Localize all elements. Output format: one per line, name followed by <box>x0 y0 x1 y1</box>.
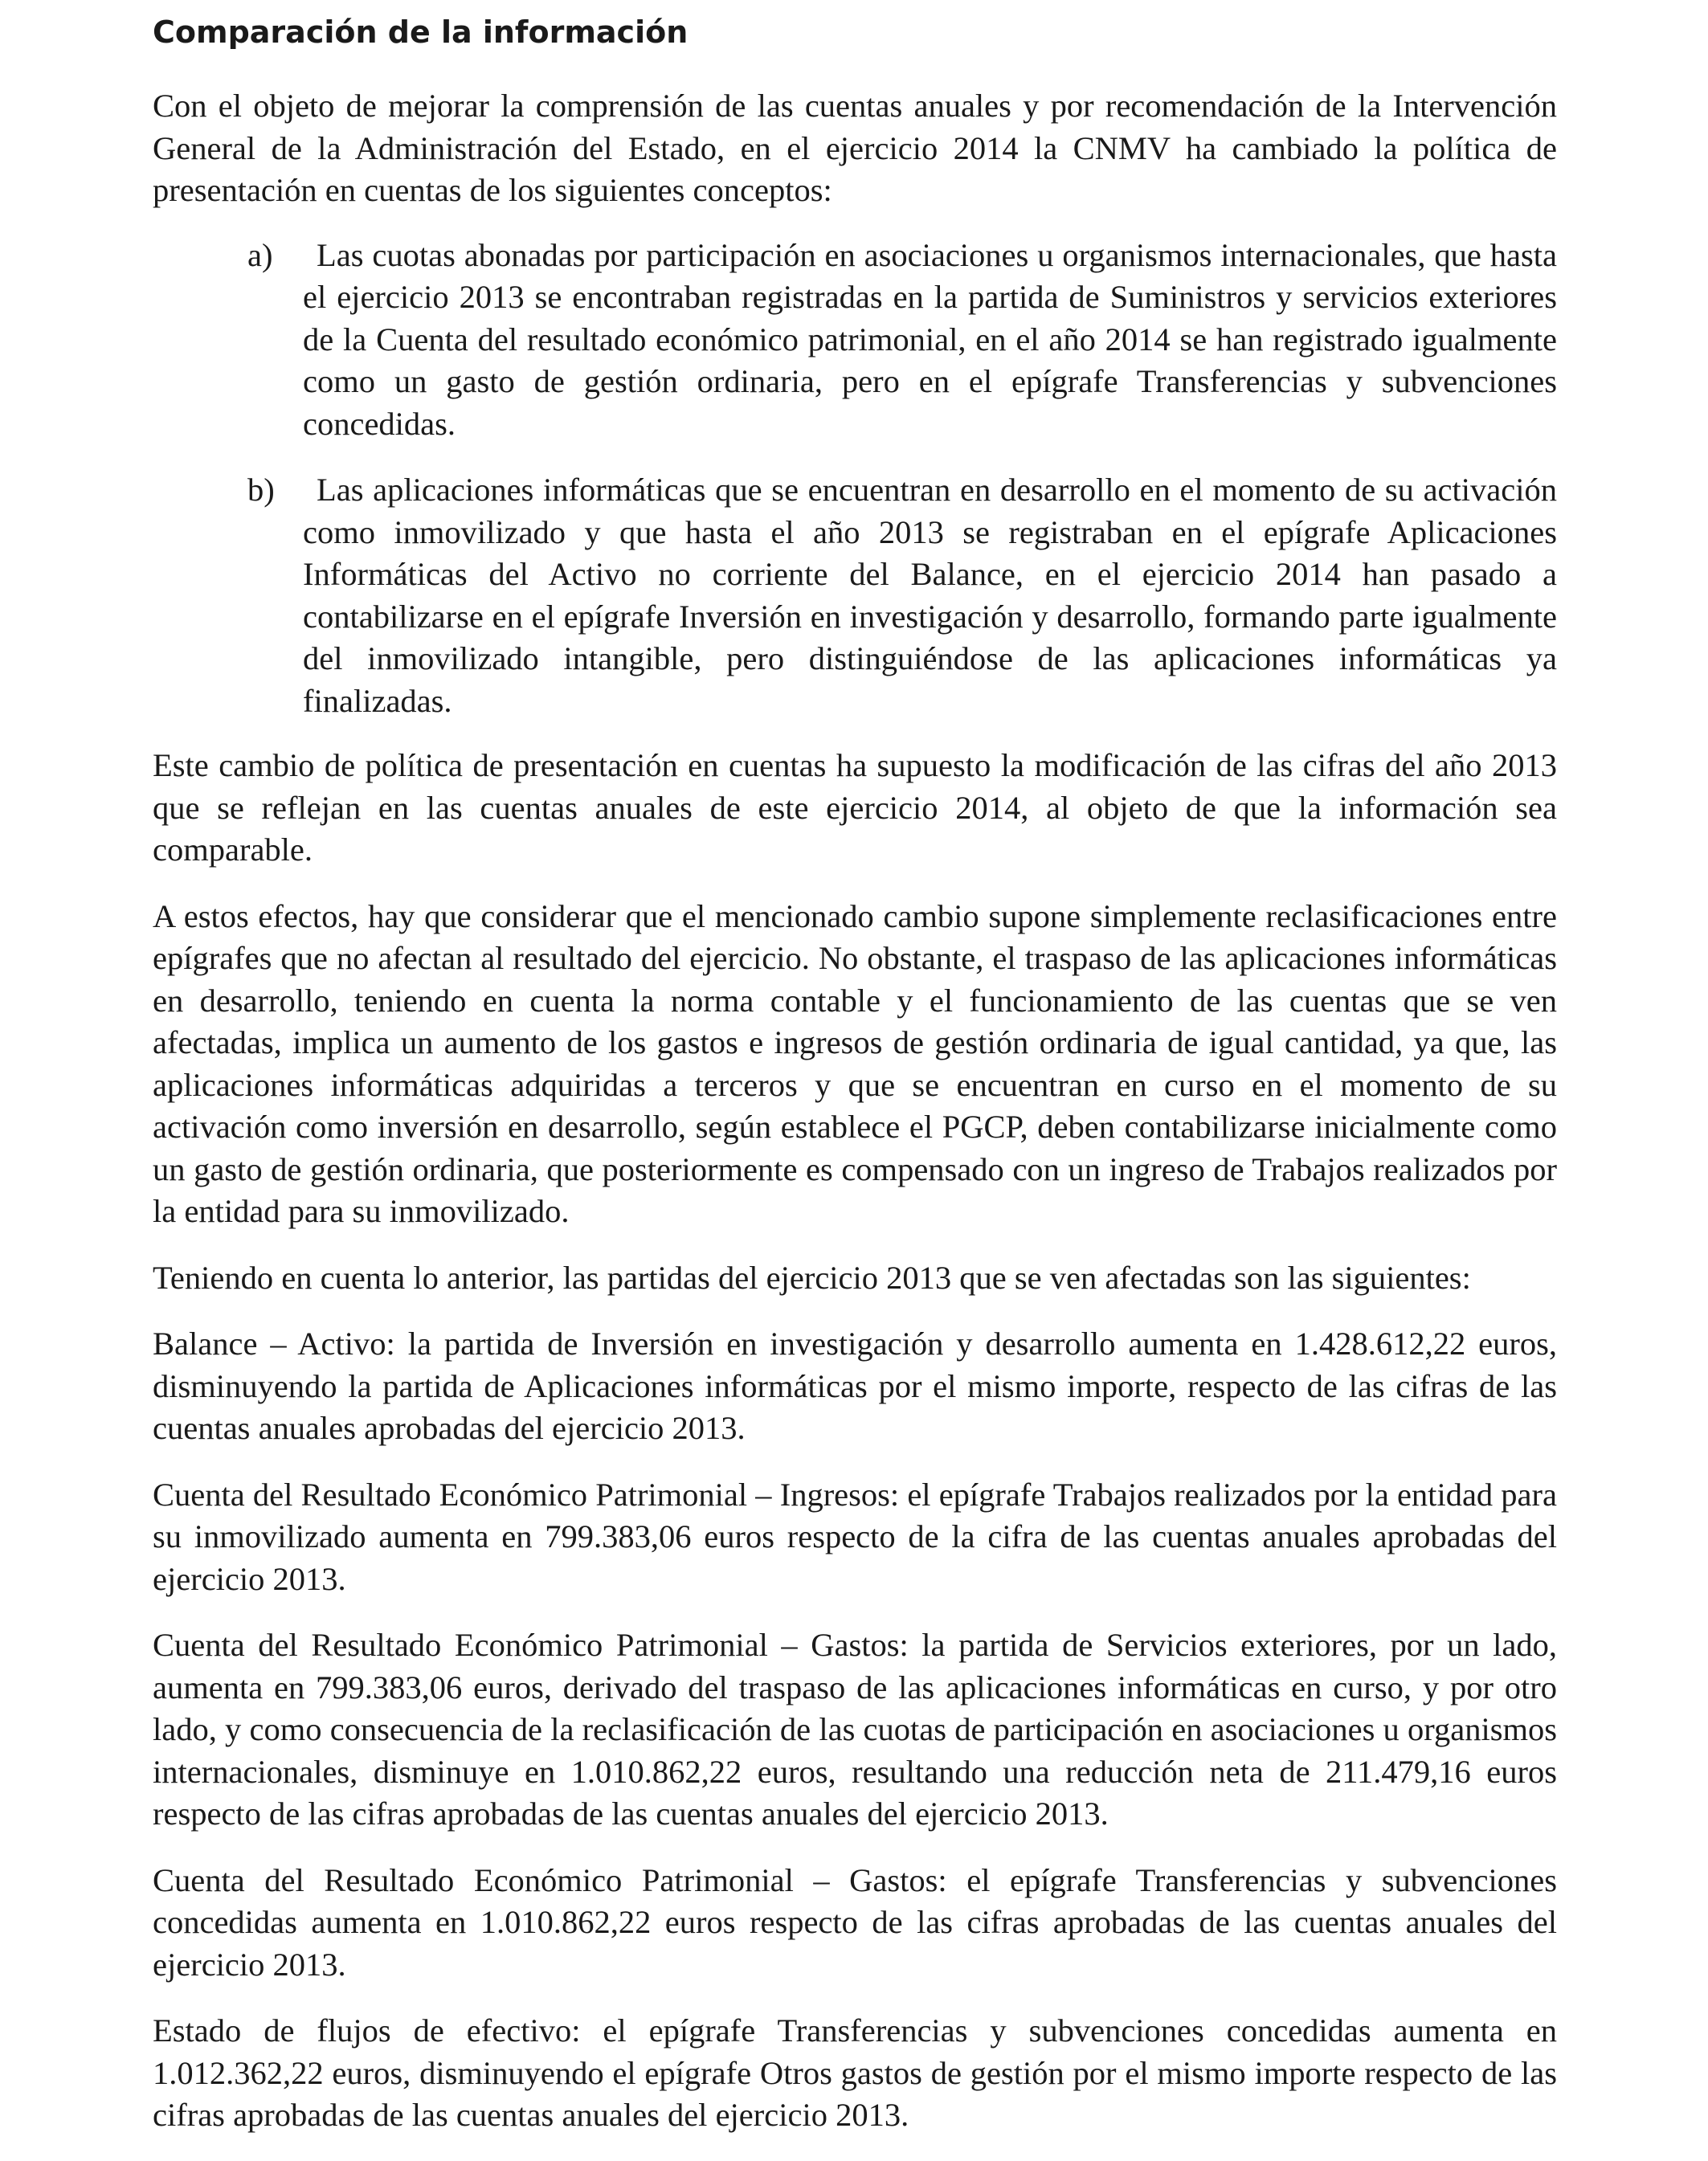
paragraph-reclassification: A estos efectos, hay que considerar que el mencionado cambio supone simplemente reclasificaciones entre epígrafes que no afectan al resultado del ejercicio. No obstante, el traspaso de las aplicaciones informáticas en desarrollo, teniendo en cuenta la norma contable y el funcionamiento de las cuentas que se ven afectadas, implica un aumento de los gastos e ingresos de gestión ordinaria de igual cantidad, ya que, las aplicaciones informáticas adquiridas a terceros y que se encuentran en curso en el momento de su activación como inversión en desarrollo, según establece el PGCP, deben contabilizarse inicialmente como un gasto de gestión ordinaria, que posteriormente es compensado con un ingreso de Trabajos realizados por la entidad para su inmovilizado. <box>153 897 1557 1229</box>
paragraph-balance-activo: Balance – Activo: la partida de Inversión en investigación y desarrollo aumenta en 1.428.612,22 euros, disminuyendo la partida de Aplicaciones informáticas por el mismo importe, respecto de las cifras de las cuentas anuales aprobadas del ejercicio 2013. <box>153 1326 1557 1446</box>
list-item-b <box>153 469 1557 722</box>
list-marker-b: b) <box>247 472 275 508</box>
paragraph-crep-ingresos: Cuenta del Resultado Económico Patrimonial – Ingresos: el epígrafe Trabajos realizados por la entidad para su inmovilizado aumenta en 799.383,06 euros respecto de la cifra de las cuentas anuales aprobadas del ejercicio 2013. <box>153 1476 1557 1597</box>
list-text-b: Las aplicaciones informáticas que se encuentran en desarrollo en el momento de su activación como inmovilizado y que hasta el año 2013 se registraban en el epígrafe Aplicaciones Informáticas del Activo no corriente del Balance, en el ejercicio 2014 han pasado a contabilizarse en el epígrafe Inversión en investigación y desarrollo, formando parte igualmente del inmovilizado intangible, pero distinguiéndose de las aplicaciones informáticas ya finalizadas. <box>303 472 1557 719</box>
paragraph-flujos-efectivo: Estado de flujos de efectivo: el epígrafe Transferencias y subvenciones concedidas aumenta en 1.012.362,22 euros, disminuyendo el epígrafe Otros gastos de gestión por el mismo importe respecto de las cifras aprobadas de las cuentas anuales del ejercicio 2013. <box>153 2012 1557 2133</box>
paragraph-crep-gastos-transferencias: Cuenta del Resultado Económico Patrimonial – Gastos: el epígrafe Transferencias y subvenciones concedidas aumenta en 1.010.862,22 euros respecto de las cifras aprobadas de las cuentas anuales del ejercicio 2013. <box>153 1861 1557 1983</box>
list-item-a <box>153 235 1557 446</box>
list-marker-a: a) <box>247 236 273 273</box>
section-heading: Comparación de la información <box>153 14 689 50</box>
paragraph-change-effect: Este cambio de política de presentación en cuentas ha supuesto la modificación de las cifras del año 2013 que se reflejan en las cuentas anuales de este ejercicio 2014, al objeto de que la información sea comparable. <box>153 747 1557 868</box>
intro-paragraph: Con el objeto de mejorar la comprensión de las cuentas anuales y por recomendación de la Intervención General de la Administración del Estado, en el ejercicio 2014 la CNMV ha cambiado la política de presentación en cuentas de los siguientes conceptos: <box>153 88 1557 208</box>
paragraph-crep-gastos-servicios: Cuenta del Resultado Económico Patrimonial – Gastos: la partida de Servicios exteriores, por un lado, aumenta en 799.383,06 euros, derivado del traspaso de las aplicaciones informáticas en curso, y por otro lado, y como consecuencia de la reclasificación de las cuotas de participación en asociaciones u organismos internacionales, disminuye en 1.010.862,22 euros, resultando una reducción neta de 211.479,16 euros respecto de las cifras aprobadas de las cuentas anuales del ejercicio 2013. <box>153 1627 1557 1832</box>
list-text-a: Las cuotas abonadas por participación en asociaciones u organismos internacionales, que hasta el ejercicio 2013 se encontraban registradas en la partida de Suministros y servicios exteriores de la Cuenta del resultado económico patrimonial, en el año 2014 se han registrado igualmente como un gasto de gestión ordinaria, pero en el epígrafe Transferencias y subvenciones concedidas. <box>303 236 1557 442</box>
document-page <box>153 10 1557 2161</box>
paragraph-affected-items-intro: Teniendo en cuenta lo anterior, las partidas del ejercicio 2013 que se ven afectadas son las siguientes: <box>153 1259 1471 1296</box>
